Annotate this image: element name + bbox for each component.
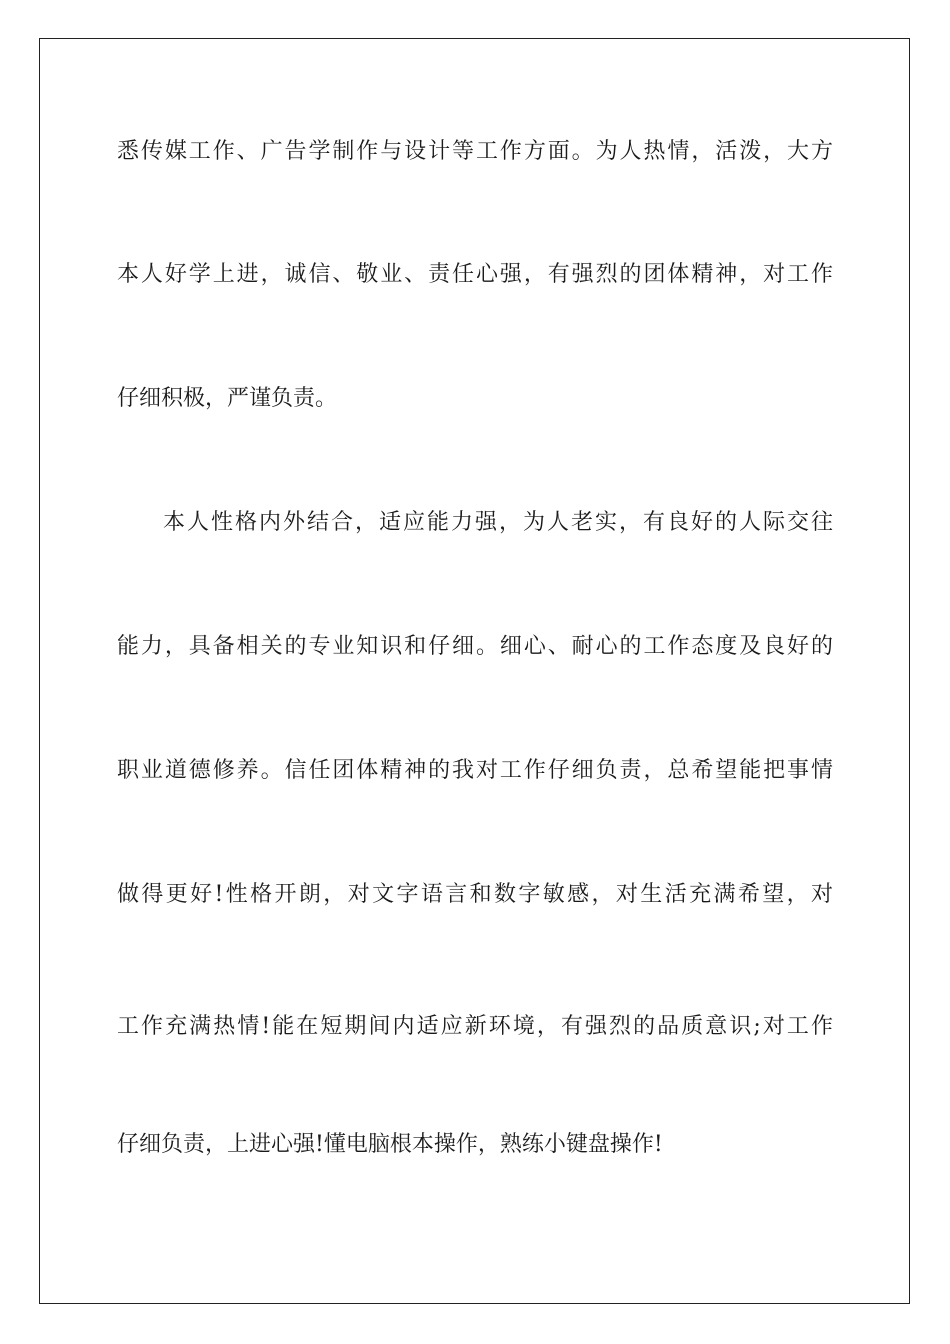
paragraph-line-4: 本人性格内外结合，适应能力强，为人老实，有良好的人际交往: [163, 510, 833, 535]
page-border: [39, 38, 910, 1304]
paragraph-line-6: 职业道德修养。信任团体精神的我对工作仔细负责，总希望能把事情: [117, 758, 833, 783]
paragraph-line-3: 仔细积极，严谨负责。: [117, 386, 338, 411]
paragraph-line-1: 悉传媒工作、广告学制作与设计等工作方面。为人热情，活泼，大方: [117, 139, 833, 164]
paragraph-line-9: 仔细负责，上进心强!懂电脑根本操作，熟练小键盘操作!: [117, 1132, 663, 1157]
paragraph-line-8: 工作充满热情!能在短期间内适应新环境，有强烈的品质意识;对工作: [117, 1014, 833, 1039]
paragraph-line-2: 本人好学上进，诚信、敬业、责任心强，有强烈的团体精神，对工作: [117, 262, 833, 287]
paragraph-line-7: 做得更好!性格开朗，对文字语言和数字敏感，对生活充满希望，对: [117, 882, 833, 907]
paragraph-line-5: 能力，具备相关的专业知识和仔细。细心、耐心的工作态度及良好的: [117, 634, 833, 659]
